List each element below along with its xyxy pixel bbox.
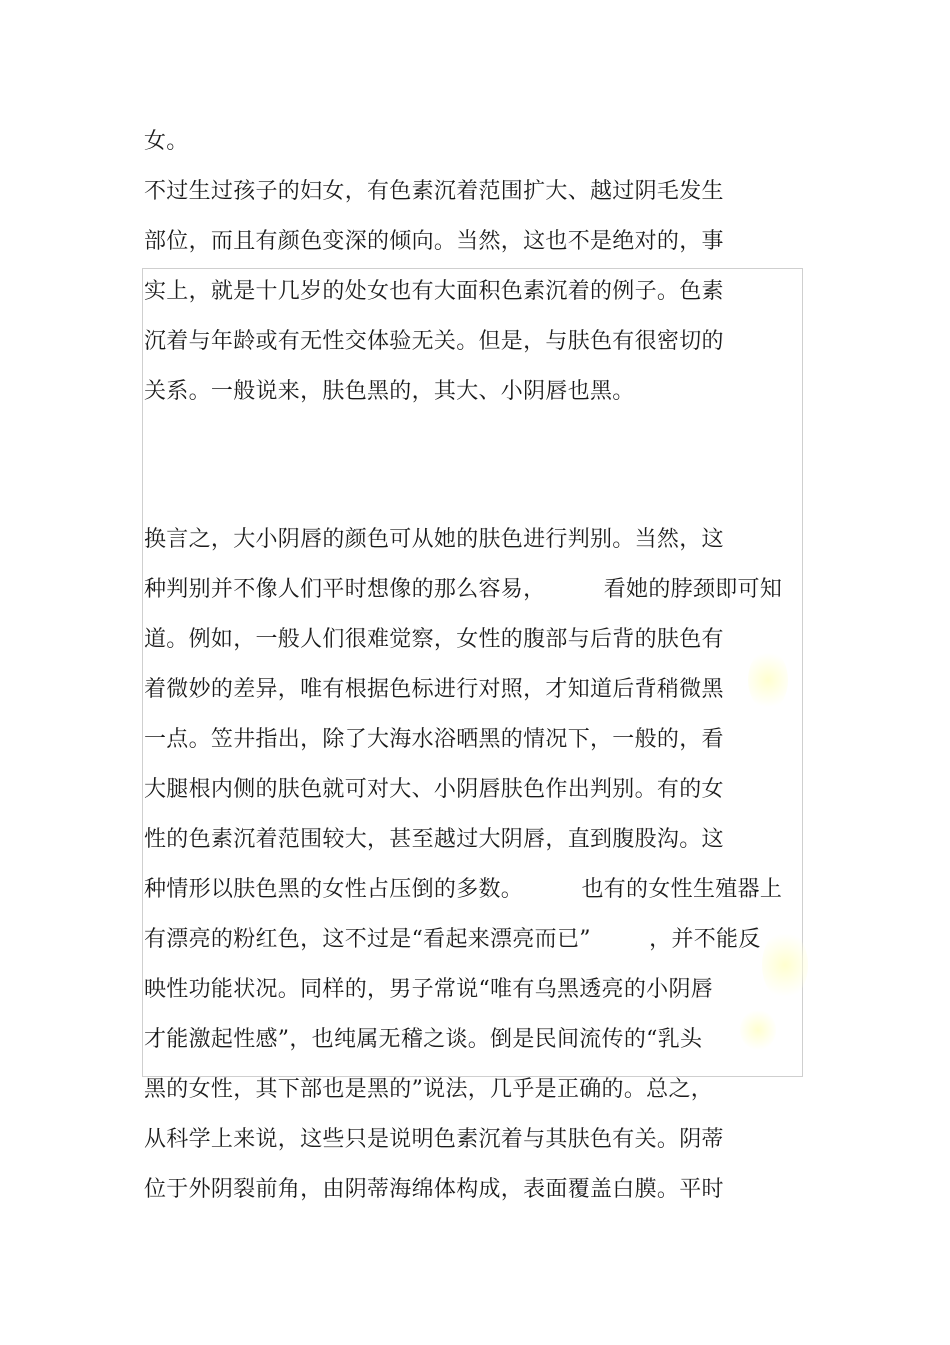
text-line: 关系。一般说来，肤色黑的，其大、小阴唇也黑。 [144, 379, 635, 404]
text-line: 沉着与年龄或有无性交体验无关。但是，与肤色有很密切的 [144, 329, 724, 354]
yellow-smudge [740, 1010, 776, 1050]
text-line: 大腿根内侧的肤色就可对大、小阴唇肤色作出判别。有的女 [144, 777, 724, 802]
text-line: 换言之，大小阴唇的颜色可从她的肤色进行判别。当然，这 [144, 527, 724, 552]
text-line: 映性功能状况。同样的，男子常说“唯有乌黑透亮的小阴唇 [144, 977, 714, 1002]
yellow-smudge [748, 650, 788, 710]
text-line: 实上，就是十几岁的处女也有大面积色素沉着的例子。色素 [144, 279, 724, 304]
text-line: 不过生过孩子的妇女，有色素沉着范围扩大、越过阴毛发生 [144, 179, 724, 204]
text-line: 才能激起性感”，也纯属无稽之谈。倒是民间流传的“乳头 [144, 1027, 703, 1052]
text-line: 有漂亮的粉红色，这不过是“看起来漂亮而已” ，并不能反 [144, 927, 761, 952]
text-line: 从科学上来说，这些只是说明色素沉着与其肤色有关。阴蒂 [144, 1127, 724, 1152]
text-line: 种情形以肤色黑的女性占压倒的多数。 也有的女性生殖器上 [144, 877, 783, 902]
yellow-smudge [762, 930, 808, 1000]
text-line: 部位，而且有颜色变深的倾向。当然，这也不是绝对的，事 [144, 229, 724, 254]
text-line: 性的色素沉着范围较大，甚至越过大阴唇，直到腹股沟。这 [144, 827, 724, 852]
text-line: 位于外阴裂前角，由阴蒂海绵体构成，表面覆盖白膜。平时 [144, 1177, 724, 1202]
text-line: 道。例如，一般人们很难觉察，女性的腹部与后背的肤色有 [144, 627, 724, 652]
text-line: 一点。笠井指出，除了大海水浴晒黑的情况下，一般的，看 [144, 727, 724, 752]
text-line: 种判别并不像人们平时想像的那么容易， 看她的脖颈即可知 [144, 577, 783, 602]
text-line: 着微妙的差异，唯有根据色标进行对照，才知道后背稍微黑 [144, 677, 724, 702]
text-line: 女。 [144, 129, 189, 154]
text-line: 黑的女性，其下部也是黑的”说法，几乎是正确的。总之， [144, 1077, 714, 1102]
